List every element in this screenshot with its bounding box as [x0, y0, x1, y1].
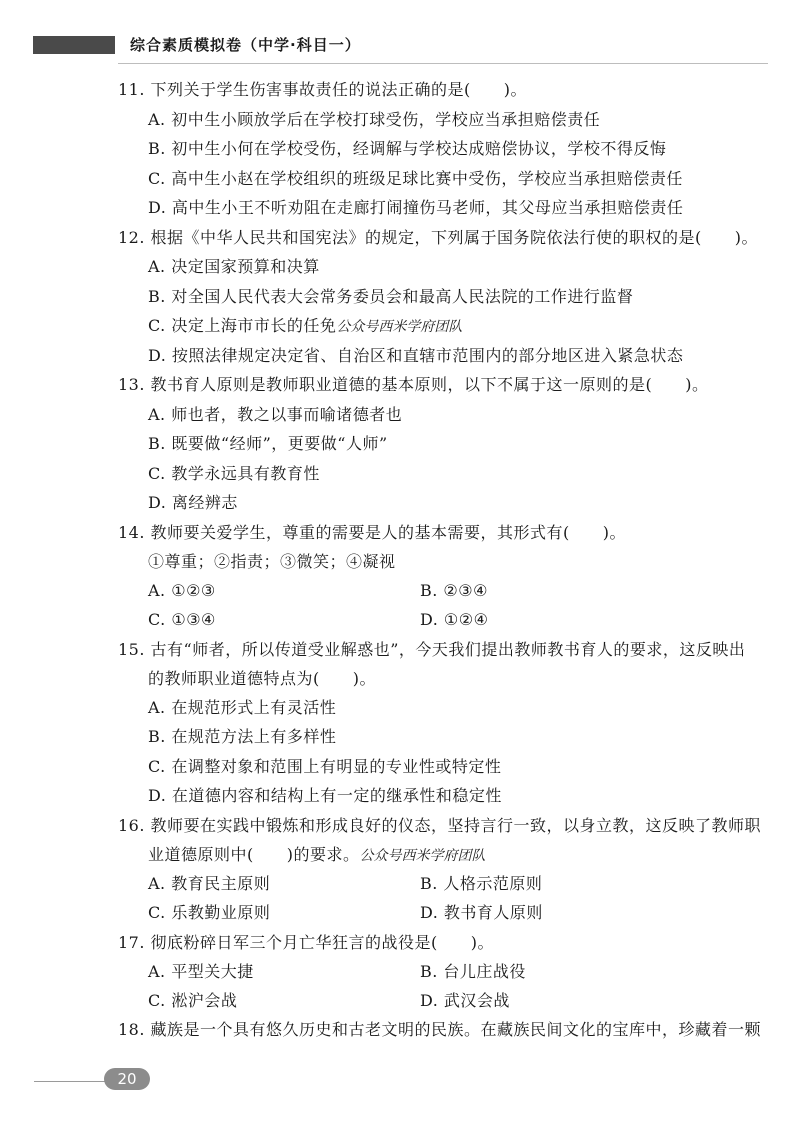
question-15-option-b: B. 在规范方法上有多样性 [148, 727, 337, 746]
question-17-option-a: A. 平型关大捷 [148, 962, 254, 981]
question-14-sub-items: ①尊重；②指责；③微笑；④凝视 [148, 552, 396, 571]
question-13-option-b: B. 既要做“经师”，更要做“人师” [148, 434, 388, 453]
header-bar [33, 36, 115, 54]
question-16-stem-continued [148, 845, 486, 866]
question-13-option-c: C. 教学永远具有教育性 [148, 464, 320, 483]
question-11-option-c: C. 高中生小赵在学校组织的班级足球比赛中受伤，学校应当承担赔偿责任 [148, 169, 683, 188]
question-14-option-a: A. ①②③ [148, 581, 216, 600]
question-15-option-c: C. 在调整对象和范围上有明显的专业性或特定性 [148, 757, 502, 776]
question-14-option-c: C. ①③④ [148, 610, 216, 629]
footer-divider [34, 1081, 114, 1082]
watermark-text: 公众号西米学府团队 [336, 319, 463, 335]
question-16-option-b: B. 人格示范原则 [420, 874, 543, 893]
question-15-stem-continued: 的教师职业道德特点为( )。 [148, 669, 376, 688]
question-11-option-d: D. 高中生小王不听劝阻在走廊打闹撞伤马老师，其父母应当承担赔偿责任 [148, 198, 684, 217]
header-divider [118, 63, 768, 64]
question-16-option-c: C. 乐教勤业原则 [148, 903, 271, 922]
watermark-text-2: 公众号西米学府团队 [359, 848, 486, 864]
question-13-option-d: D. 离经辨志 [148, 493, 238, 512]
question-11-option-b: B. 初中生小何在学校受伤，经调解与学校达成赔偿协议，学校不得反悔 [148, 139, 667, 158]
page-header-title: 综合素质模拟卷（中学·科目一） [130, 36, 361, 54]
question-16-option-a: A. 教育民主原则 [148, 874, 271, 893]
question-12-stem: 12. 根据《中华人民共和国宪法》的规定，下列属于国务院依法行使的职权的是( )。 [118, 228, 759, 247]
question-12-option-c [148, 316, 462, 337]
question-11-option-a: A. 初中生小顾放学后在学校打球受伤，学校应当承担赔偿责任 [148, 110, 601, 129]
question-15-stem: 15. 古有“师者，所以传道受业解惑也”，今天我们提出教师教书育人的要求，这反映出 [118, 640, 746, 659]
question-12-option-c-text: C. 决定上海市市长的任免 [148, 316, 337, 335]
question-15-option-a: A. 在规范形式上有灵活性 [148, 698, 337, 717]
question-14-option-b: B. ②③④ [420, 581, 488, 600]
question-16-stem-continued-text: 业道德原则中( )的要求。 [148, 845, 360, 864]
question-15-option-d: D. 在道德内容和结构上有一定的继承性和稳定性 [148, 786, 502, 805]
question-12-option-d: D. 按照法律规定决定省、自治区和直辖市范围内的部分地区进入紧急状态 [148, 346, 684, 365]
question-17-option-c: C. 淞沪会战 [148, 991, 238, 1010]
question-17-option-d: D. 武汉会战 [420, 991, 510, 1010]
question-13-option-a: A. 师也者，教之以事而喻诸德者也 [148, 405, 403, 424]
question-12-option-b: B. 对全国人民代表大会常务委员会和最高人民法院的工作进行监督 [148, 287, 634, 306]
page-number-badge: 20 [104, 1068, 150, 1090]
question-12-option-a: A. 决定国家预算和决算 [148, 257, 320, 276]
question-11-stem: 11. 下列关于学生伤害事故责任的说法正确的是( )。 [118, 80, 528, 99]
question-16-option-d: D. 教书育人原则 [420, 903, 543, 922]
question-13-stem: 13. 教书育人原则是教师职业道德的基本原则，以下不属于这一原则的是( )。 [118, 375, 709, 394]
question-17-stem: 17. 彻底粉碎日军三个月亡华狂言的战役是( )。 [118, 933, 495, 952]
question-14-stem: 14. 教师要关爱学生，尊重的需要是人的基本需要，其形式有( )。 [118, 523, 627, 542]
question-14-option-d: D. ①②④ [420, 610, 489, 629]
question-17-option-b: B. 台儿庄战役 [420, 962, 526, 981]
question-16-stem: 16. 教师要在实践中锻炼和形成良好的仪态，坚持言行一致，以身立教，这反映了教师职 [118, 816, 762, 835]
question-18-stem: 18. 藏族是一个具有悠久历史和古老文明的民族。在藏族民间文化的宝库中，珍藏着一颗 [118, 1020, 762, 1039]
